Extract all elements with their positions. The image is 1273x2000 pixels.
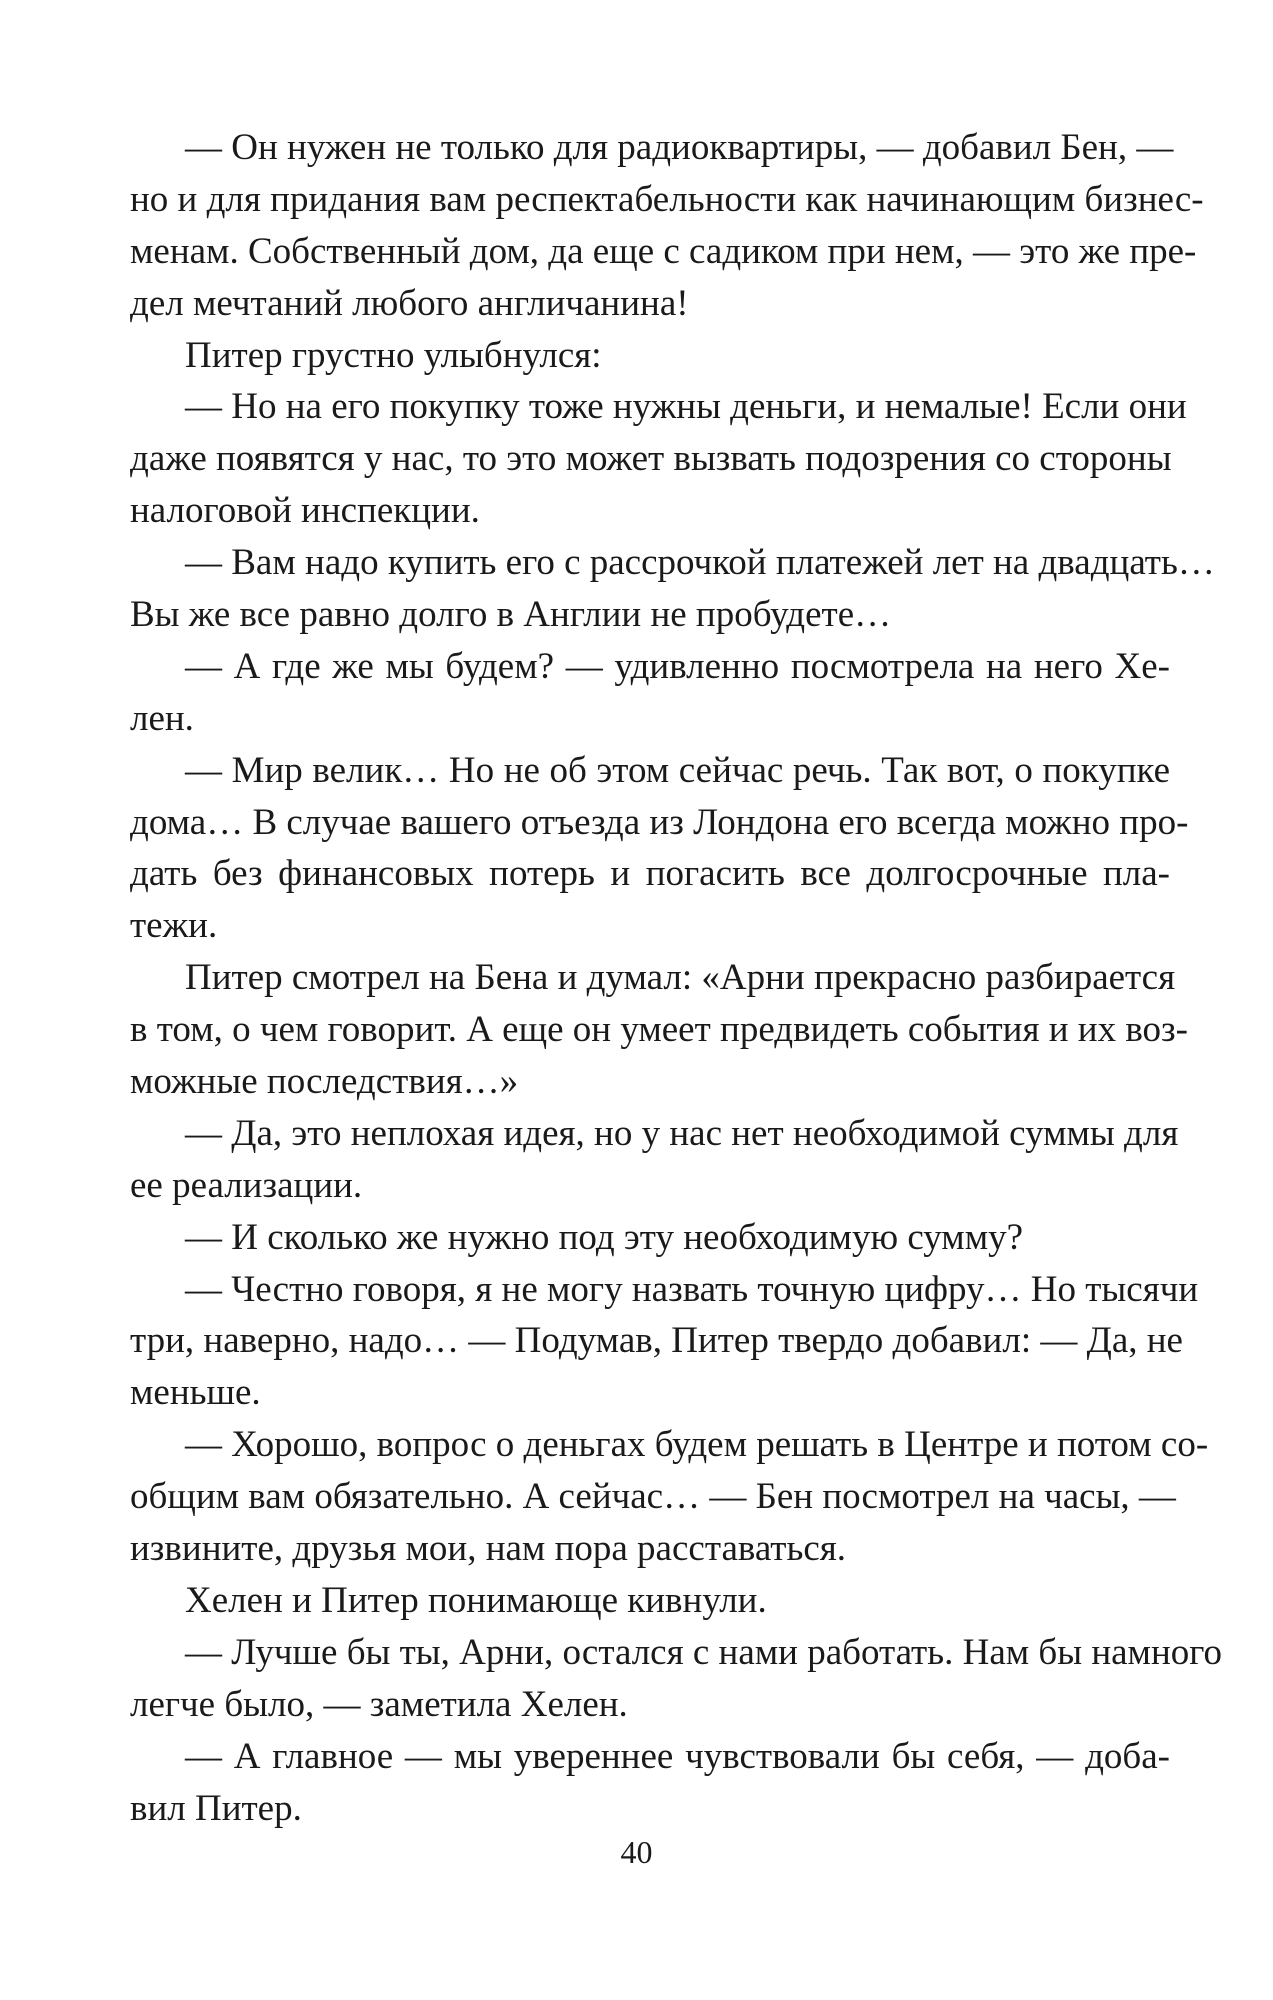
text-line: легче было, — заметила Хелен. xyxy=(130,1683,628,1725)
text-line: Хелен и Питер понимающе кивнули. xyxy=(185,1579,767,1621)
text-line: извините, друзья мои, нам пора расставаться. xyxy=(130,1528,847,1570)
text-line: но и для придания вам респектабельности как начинающим бизнес- xyxy=(130,178,1204,220)
text-line: Вы же все равно долго в Англии не пробудете… xyxy=(130,594,892,636)
text-line: налоговой инспекции. xyxy=(130,490,480,532)
text-line: — Хорошо, вопрос о деньгах будем решать в Центре и потом со- xyxy=(185,1424,1209,1466)
page-number: 40 xyxy=(620,1834,653,1870)
text-line: три, наверно, надо… — Подумав, Питер твердо добавил: — Да, не xyxy=(130,1320,1183,1362)
text-line: тежи. xyxy=(130,905,218,947)
text-line: даже появятся у нас, то это может вызвать подозрения со стороны xyxy=(130,438,1172,480)
text-line: дать без финансовых потерь и погасить все долгосрочные пла- xyxy=(130,853,1170,895)
text-line: Питер смотрел на Бена и думал: «Арни прекрасно разбирается xyxy=(185,957,1176,999)
text-line: — Он нужен не только для радиоквартиры, — добавил Бен, — xyxy=(185,127,1174,168)
text-line: — Но на его покупку тоже нужны деньги, и немалые! Если они xyxy=(185,386,1187,428)
text-line: ее реализации. xyxy=(130,1164,363,1206)
text-line: общим вам обязательно. А сейчас… — Бен посмотрел на часы, — xyxy=(130,1476,1176,1518)
text-line: — Мир велик… Но не об этом сейчас речь. Так вот, о покупке xyxy=(185,749,1170,791)
text-line: — Честно говоря, я не могу назвать точную цифру… Но тысячи xyxy=(185,1268,1199,1310)
body-text xyxy=(130,122,1223,1834)
text-line: в том, о чем говорит. А еще он умеет предвидеть события и их воз- xyxy=(130,1009,1188,1051)
text-line: меньше. xyxy=(130,1372,261,1414)
text-line: — Вам надо купить его с рассрочкой платежей лет на двадцать… xyxy=(185,542,1215,584)
text-line: — Да, это неплохая идея, но у нас нет необходимой суммы для xyxy=(185,1112,1179,1154)
text-line: — А где же мы будем? — удивленно посмотрела на него Хе- xyxy=(185,645,1170,687)
text-line: можные последствия…» xyxy=(130,1061,519,1103)
text-line: — И сколько же нужно под эту необходимую сумму? xyxy=(185,1216,1024,1258)
text-line: — А главное — мы увереннее чувствовали бы себя, — доба- xyxy=(185,1735,1170,1777)
text-line: вил Питер. xyxy=(130,1787,302,1829)
text-line: лен. xyxy=(130,697,194,739)
text-line: дел мечтаний любого англичанина! xyxy=(130,282,689,324)
text-line: менам. Собственный дом, да еще с садиком при нем, — это же пре- xyxy=(130,230,1197,272)
text-line: дома… В случае вашего отъезда из Лондона его всегда можно про- xyxy=(130,801,1189,843)
text-line: — Лучше бы ты, Арни, остался с нами работать. Нам бы намного xyxy=(185,1631,1223,1673)
text-line: Питер грустно улыбнулся: xyxy=(185,334,602,376)
